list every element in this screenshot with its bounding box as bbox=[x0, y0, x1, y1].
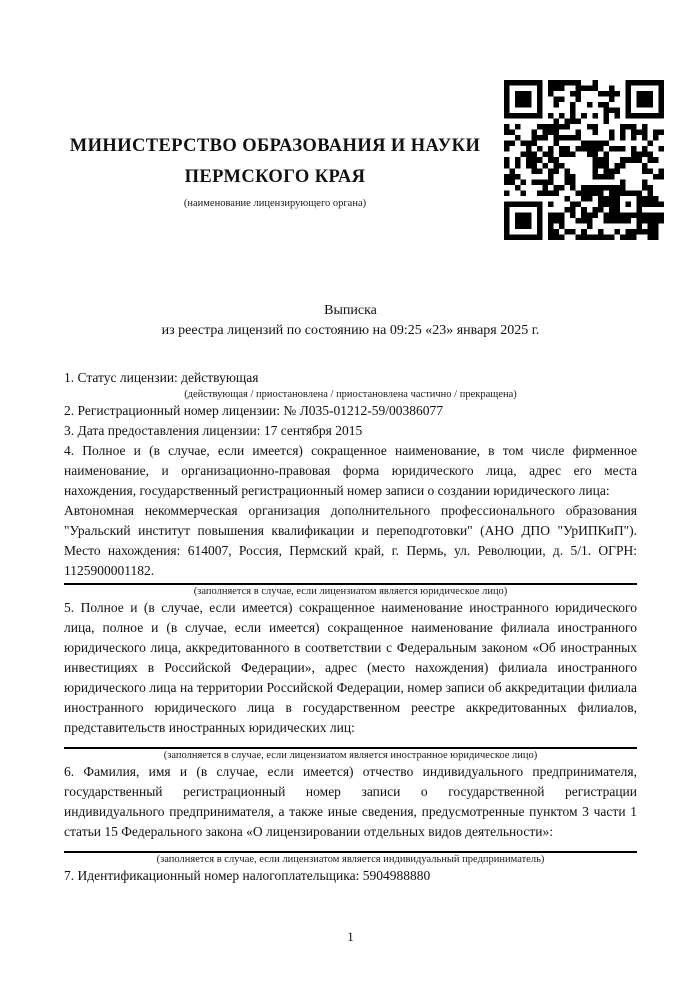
foreign-entity-statement: 5. Полное и (в случае, если имеется) сокращенное наименование иностранного юридического лица, полное и (в случае, если имеется) сокращенное наименование филиала иностранного юридического лица, аккредитованного в соответствии с Федеральным законом «Об иностранных инвестициях в Российской Федерации», адрес (место нахождения) филиала иностранного юридического лица на территории Российской Федерации, номер записи об аккредитации филиала иностранного юридического лица в государственном реестре аккредитованных филиалов, представительств иностранных юридических лиц: bbox=[64, 600, 637, 735]
individual-entrepreneur-caption: (заполняется в случае, если лицензиатом является индивидуальный предприниматель) bbox=[156, 854, 545, 865]
legal-entity-statement: 4. Полное и (в случае, если имеется) сокращенное наименование, в том числе фирменное наименование, и организационно-правовая форма юридического лица, адрес его места нахождения, государственный регистрационный номер записи о создании юридического лица: bbox=[64, 443, 637, 498]
license-status-options-caption: (действующая / приостановлена / приостановлена частично / прекращена) bbox=[184, 389, 517, 400]
ministry-name-line2: ПЕРМСКОГО КРАЯ bbox=[184, 167, 366, 187]
licensing-authority-header bbox=[63, 131, 487, 210]
ministry-name-line1: МИНИСТЕРСТВО ОБРАЗОВАНИЯ И НАУКИ bbox=[69, 136, 481, 156]
qr-code-svg bbox=[504, 80, 664, 240]
extract-title: Выписка bbox=[324, 303, 377, 318]
legal-entity-value: Автономная некоммерческая организация дополнительного профессионального образования "Уральский институт повышения квалификации и переподготовки" (АНО ДПО "УрИПКиП"). Место нахождения: 614007, Россия, Пермский край, г. Пермь, ул. Революции, д. 5/1. ОГРН: 1125900001182. bbox=[64, 503, 637, 578]
legal-entity-caption: (заполняется в случае, если лицензиатом является юридическое лицо) bbox=[193, 586, 508, 597]
extract-subtitle: из реестра лицензий по состоянию на 09:25 «23» января 2025 г. bbox=[161, 323, 540, 338]
license-status-item: 1. Статус лицензии: действующая bbox=[64, 370, 259, 385]
foreign-entity-caption: (заполняется в случае, если лицензиатом является иностранное юридическое лицо) bbox=[163, 750, 538, 761]
extract-title-block bbox=[64, 301, 637, 341]
individual-entrepreneur-statement: 6. Фамилия, имя и (в случае, если имеется) отчество индивидуального предпринимателя, государственный регистрационный номер записи о государственной регистрации индивидуального предпринимателя, а также иные сведения, предусмотренные пунктом 3 части 1 статьи 15 Федерального закона «О лицензировании отдельных видов деятельности»: bbox=[64, 764, 637, 839]
license-reg-number-item: 2. Регистрационный номер лицензии: № Л035-01212-59/00386077 bbox=[64, 403, 444, 418]
taxpayer-id-item: 7. Идентификационный номер налогоплательщика: 5904988880 bbox=[64, 868, 431, 883]
licensing-authority-caption: (наименование лицензирующего органа) bbox=[183, 198, 367, 209]
page-number: 1 bbox=[347, 929, 354, 944]
license-grant-date-item: 3. Дата предоставления лицензии: 17 сентября 2015 bbox=[64, 423, 363, 438]
extract-body bbox=[64, 368, 637, 886]
qr-code-image bbox=[504, 80, 664, 240]
